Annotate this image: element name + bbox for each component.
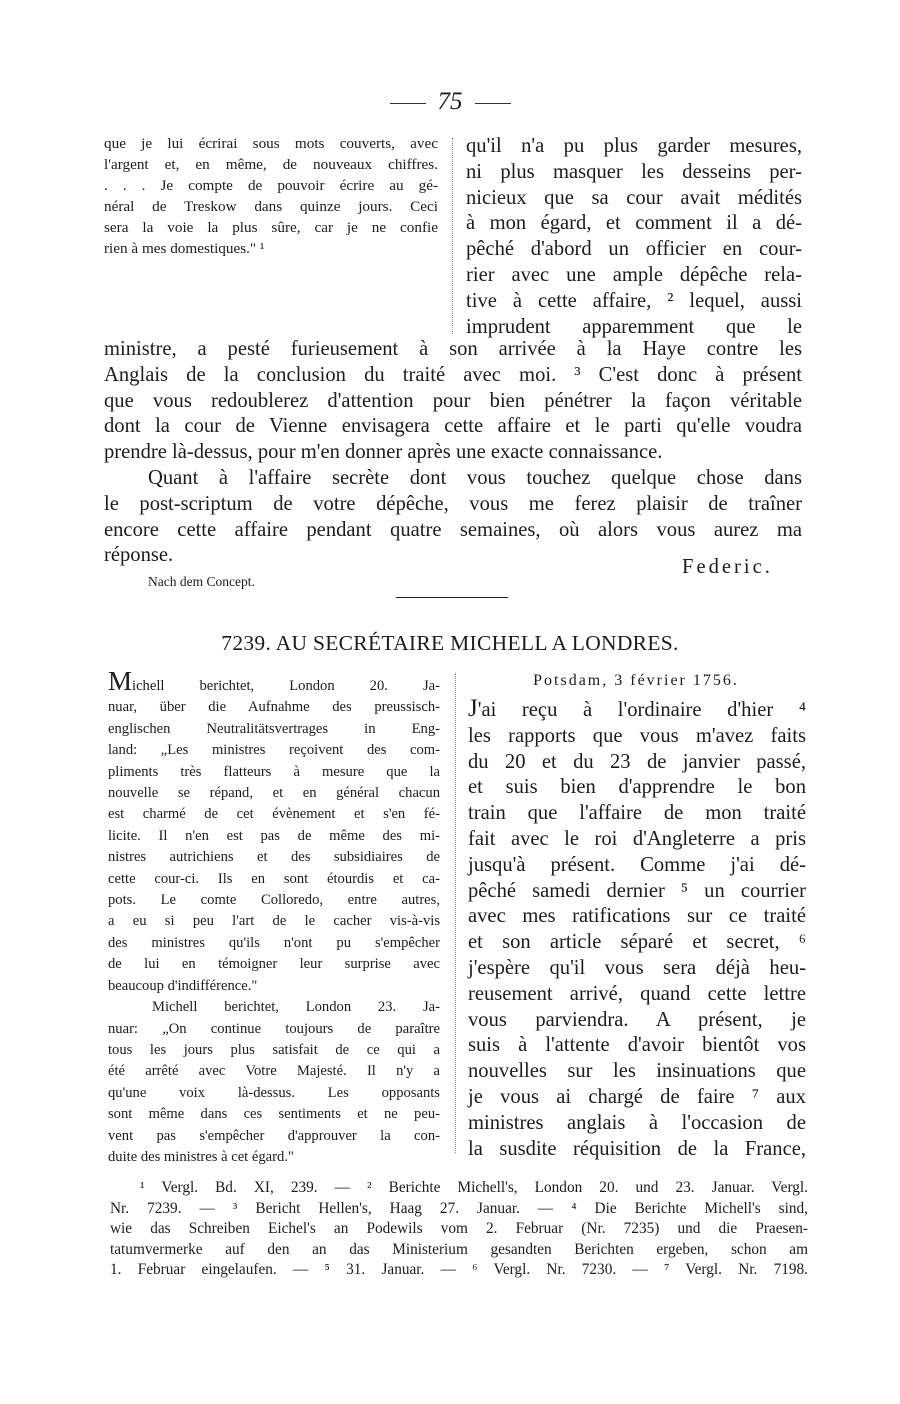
text-line: fait avec le roi d'Angleterre a pris bbox=[468, 827, 806, 850]
text-line: rien à mes domestiques." ¹ bbox=[104, 240, 265, 257]
text-line: l'argent et, en même, de nouveaux chiffres. bbox=[104, 156, 438, 173]
text-line: nuar, über die Aufnahme des preussisch- bbox=[108, 699, 440, 716]
text-line bbox=[468, 696, 806, 724]
text-line bbox=[108, 666, 440, 697]
text-line: sont même dans ces sentiments et ne peu- bbox=[108, 1106, 440, 1123]
text-line: ministres anglais à l'occasion de bbox=[468, 1111, 806, 1134]
text-line: j'espère qu'il vous sera déjà heu- bbox=[468, 956, 806, 979]
text-line: land: „Les ministres reçoivent des com- bbox=[108, 742, 440, 759]
top-left-column bbox=[104, 133, 438, 259]
dateline: Potsdam, 3 février 1756. bbox=[533, 672, 739, 689]
footnote-line: ¹ Vergl. Bd. XI, 239. — ² Berichte Michell's, London 20. und 23. Januar. Vergl. bbox=[140, 1179, 808, 1196]
drop-cap: J bbox=[468, 695, 478, 722]
text-line: je vous ai chargé de faire ⁷ aux bbox=[468, 1085, 806, 1108]
column-divider bbox=[455, 673, 456, 1153]
text-line: vous parviendra. A présent, je bbox=[468, 1008, 806, 1031]
text-line: jusqu'à présent. Comme j'ai dé- bbox=[468, 853, 806, 876]
text-line: beaucoup d'indifférence." bbox=[108, 977, 258, 994]
footnote-line: tatumvermerke auf den an das Ministerium gesandten Berichten ergeben, schon am bbox=[110, 1240, 808, 1258]
text-line: pêché samedi dernier ⁵ un courrier bbox=[468, 879, 806, 902]
text-line: Quant à l'affaire secrète dont vous touchez quelque chose dans bbox=[148, 466, 802, 489]
text-line: reusement arrivé, quand cette lettre bbox=[468, 982, 806, 1005]
drop-cap: M bbox=[108, 666, 133, 696]
text-line: licite. Il n'en est pas de même des mi- bbox=[108, 827, 440, 844]
header-rule-left bbox=[390, 103, 426, 104]
letter-body bbox=[104, 337, 802, 569]
text-line-rest: 'ai reçu à l'ordinaire d'hier ⁴ bbox=[477, 699, 806, 721]
text-line: prendre là-dessus, pour m'en donner après une exacte connaissance. bbox=[104, 441, 663, 464]
text-line: tive à cette affaire, ² lequel, aussi bbox=[466, 289, 802, 312]
text-line: dont la cour de Vienne envisagera cette affaire et le parti qu'elle voudra bbox=[104, 415, 802, 438]
header-rule-right bbox=[475, 103, 511, 104]
text-line: train que l'affaire de mon traité bbox=[468, 802, 806, 825]
text-line: sera la voie la plus sûre, car je ne confie bbox=[104, 219, 438, 236]
footnote-line: 1. Februar eingelaufen. — ⁵ 31. Januar. — ⁶ Vergl. Nr. 7230. — ⁷ Vergl. Nr. 7198. bbox=[110, 1261, 808, 1279]
text-line: de lui en témoigner leur surprise avec bbox=[108, 956, 440, 973]
text-line: qu'une voix là-dessus. Les opposants bbox=[108, 1084, 440, 1101]
text-line: avec mes ratifications sur ce traité bbox=[468, 905, 806, 928]
text-line: à mon égard, et comment il a dé- bbox=[466, 212, 802, 235]
page-header bbox=[0, 88, 900, 116]
text-line: ni plus masquer les desseins per- bbox=[466, 160, 802, 183]
top-right-column bbox=[466, 134, 802, 340]
text-line: les rapports que vous m'avez faits bbox=[468, 724, 806, 747]
summary-column bbox=[108, 666, 440, 1168]
text-line: rier avec une ample dépêche rela- bbox=[466, 263, 802, 286]
section-divider bbox=[396, 597, 508, 598]
text-line: Anglais de la conclusion du traité avec moi. ³ C'est donc à présent bbox=[104, 363, 802, 386]
text-line: . . . Je compte de pouvoir écrire au gé- bbox=[104, 177, 438, 194]
text-line: du 20 et du 23 de janvier passé, bbox=[468, 750, 806, 773]
text-line: le post-scriptum de votre dépêche, vous me ferez plaisir de traîner bbox=[104, 492, 802, 515]
text-line: et son article séparé et secret, ⁶ bbox=[468, 931, 806, 954]
text-line: tous les jours plus satisfait de ce qui a bbox=[108, 1041, 440, 1058]
document-heading: 7239. AU SECRÉTAIRE MICHELL A LONDRES. bbox=[221, 631, 679, 655]
text-line: duite des ministres à cet égard." bbox=[108, 1148, 294, 1165]
text-line: nouvelle se répand, et en général chacun bbox=[108, 785, 440, 802]
footnote-line: Nr. 7239. — ³ Bericht Hellen's, Haag 27. Januar. — ⁴ Die Berichte Michell's sind, bbox=[110, 1199, 808, 1217]
text-line: néral de Treskow dans quinze jours. Ceci bbox=[104, 198, 438, 215]
text-line: Michell berichtet, London 23. Ja- bbox=[152, 999, 440, 1016]
text-line: pêché d'abord un officier en cour- bbox=[466, 238, 802, 261]
text-line: a eu si peu l'art de le cacher vis-à-vis bbox=[108, 913, 440, 930]
text-line: pliments très flatteurs à mesure que la bbox=[108, 763, 440, 780]
text-line: englischen Neutralitätsvertrages in Eng- bbox=[108, 720, 440, 737]
text-line-rest: ichell berichtet, London 20. Ja- bbox=[132, 678, 440, 694]
letter-column bbox=[468, 696, 806, 1162]
footnote-line: wie das Schreiben Eichel's an Podewils vom 2. Februar (Nr. 7235) und die Praesen- bbox=[110, 1220, 808, 1238]
text-line: des ministres qu'ils n'ont pu s'empêcher bbox=[108, 934, 440, 951]
text-line: ministre, a pesté furieusement à son arrivée à la Haye contre les bbox=[104, 338, 802, 360]
text-line: réponse. bbox=[104, 544, 174, 567]
text-line: que vous redoublerez d'attention pour bien pénétrer la façon véritable bbox=[104, 389, 802, 412]
text-line: nouvelles sur les insinuations que bbox=[468, 1060, 806, 1083]
text-line: imprudent apparemment que le bbox=[466, 315, 802, 338]
text-line: nicieux que sa cour avait médités bbox=[466, 186, 802, 209]
text-line: nuar: „On continue toujours de paraître bbox=[108, 1020, 440, 1037]
page-number: 75 bbox=[437, 88, 463, 115]
text-line: est charmé de cet évènement et s'en fé- bbox=[108, 806, 440, 823]
signature: Federic. bbox=[682, 556, 773, 578]
footnotes bbox=[110, 1178, 808, 1281]
text-line: qu'il n'a pu plus garder mesures, bbox=[466, 135, 802, 157]
text-line: suis à l'attente d'avoir bientôt vos bbox=[468, 1034, 806, 1057]
text-line: été arrêté avec Votre Majesté. Il n'y a bbox=[108, 1063, 440, 1080]
text-line: vent pas s'empêcher d'approuver la con- bbox=[108, 1127, 440, 1144]
text-line: et suis bien d'apprendre le bon bbox=[468, 776, 806, 799]
column-divider bbox=[452, 138, 453, 334]
text-line: encore cette affaire pendant quatre semaines, où alors vous aurez ma bbox=[104, 518, 802, 541]
source-note: Nach dem Concept. bbox=[148, 574, 255, 589]
text-line: la susdite réquisition de la France, bbox=[468, 1137, 806, 1160]
text-line: nistres autrichiens et des subsidiaires de bbox=[108, 849, 440, 866]
text-line: pots. Le comte Colloredo, entre autres, bbox=[108, 892, 440, 909]
text-line: cette cour-ci. Ils en sont étourdis et ca- bbox=[108, 870, 440, 887]
text-line: que je lui écrirai sous mots couverts, avec bbox=[104, 135, 438, 152]
